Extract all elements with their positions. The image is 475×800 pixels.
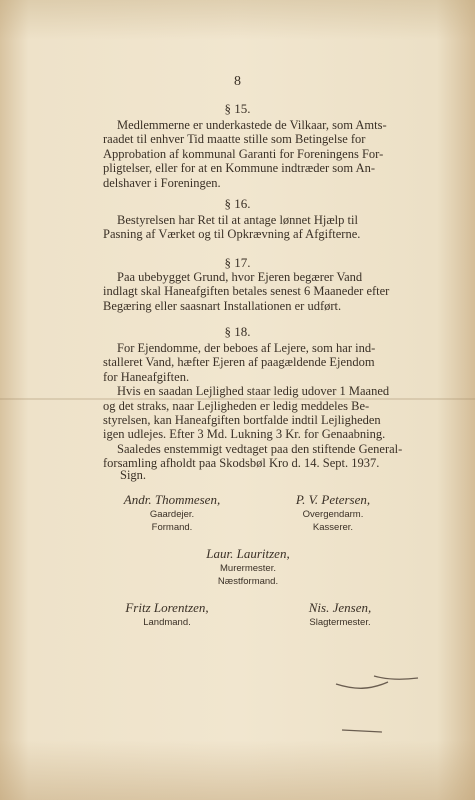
signatory-name: Andr. Thommesen, [123,492,221,507]
signatory-role: Formand. [151,522,193,533]
signatory-thommesen [82,492,262,534]
signatory-lorentzen [77,600,257,629]
sign-label: Sign. [120,468,147,482]
text-line: Pasning af Værket og til Opkrævning af Afgifterne. [103,227,361,242]
page-number: 8 [234,74,241,89]
text-line: delshaver i Foreningen. [103,175,221,190]
text-line: For Ejendomme, der beboes af Lejere, som har ind- [117,341,376,355]
signatory-occupation: Overgendarm. [302,509,364,520]
paper-stain-top [0,0,475,40]
text-line: og det straks, naar Lejligheden er ledig meddeles Be- [103,398,370,413]
text-line: indlagt skal Haneafgiften betales senest 6 Maaneder efter [103,284,390,299]
signatory-role: Næstformand. [217,576,279,587]
section-17-text [103,270,403,313]
signatory-name: P. V. Petersen, [295,492,371,507]
text-line: styrelsen, kan Haneafgiften bortfalde indtil Lejligheden [103,413,381,428]
text-line: raadet til enhver Tid maatte stille som Betingelse for [103,132,366,147]
text-line: for Haneafgiften. [103,369,190,384]
section-16-heading: § 16. [224,196,251,211]
signatory-occupation: Murermester. [220,563,276,574]
signatory-occupation: Gaardejer. [149,509,195,520]
pen-marks [330,670,430,740]
signatory-name: Laur. Lauritzen, [206,546,290,561]
section-16-text [103,213,403,242]
section-15-text [103,118,403,190]
section-15-heading: § 15. [224,101,251,116]
text-line: igen udlejes. Efter 3 Md. Lukning 3 Kr. for Genaabning. [103,427,386,442]
signatory-name: Nis. Jensen, [308,600,372,615]
section-17-heading: § 17. [224,255,251,270]
text-line: Medlemmerne er underkastede de Vilkaar, som Amts- [117,118,387,132]
text-line: stalleret Vand, hæfter Ejeren af paagældende Ejendom [103,355,375,370]
text-line: forsamling afholdt paa Skodsbøl Kro d. 14. Sept. 1937. [103,456,380,471]
text-line: Bestyrelsen har Ret til at antage lønnet Hjælp til [117,213,358,227]
signatory-occupation: Landmand. [143,617,191,628]
signatory-occupation: Slagtermester. [309,617,371,628]
signatory-lauritzen [158,546,338,588]
text-line: Paa ubebygget Grund, hvor Ejeren begærer Vand [117,270,363,284]
section-18-heading: § 18. [224,324,251,339]
paper-stain-bottom [0,740,475,800]
signatory-role: Kasserer. [312,522,354,533]
text-line: Begæring eller saasnart Installationen er udført. [103,298,342,313]
text-line: Approbation af kommunal Garanti for Foreningens For- [103,146,384,161]
text-line: Hvis en saadan Lejlighed staar ledig udover 1 Maaned [117,384,390,399]
section-18-text [103,341,403,471]
signatory-name: Fritz Lorentzen, [125,600,209,615]
signatory-petersen [243,492,423,534]
text-line: Saaledes enstemmigt vedtaget paa den stiftende General- [117,441,403,456]
text-line: pligtelser, eller for at en Kommune indtræder som An- [103,161,376,176]
signatory-jensen [250,600,430,629]
